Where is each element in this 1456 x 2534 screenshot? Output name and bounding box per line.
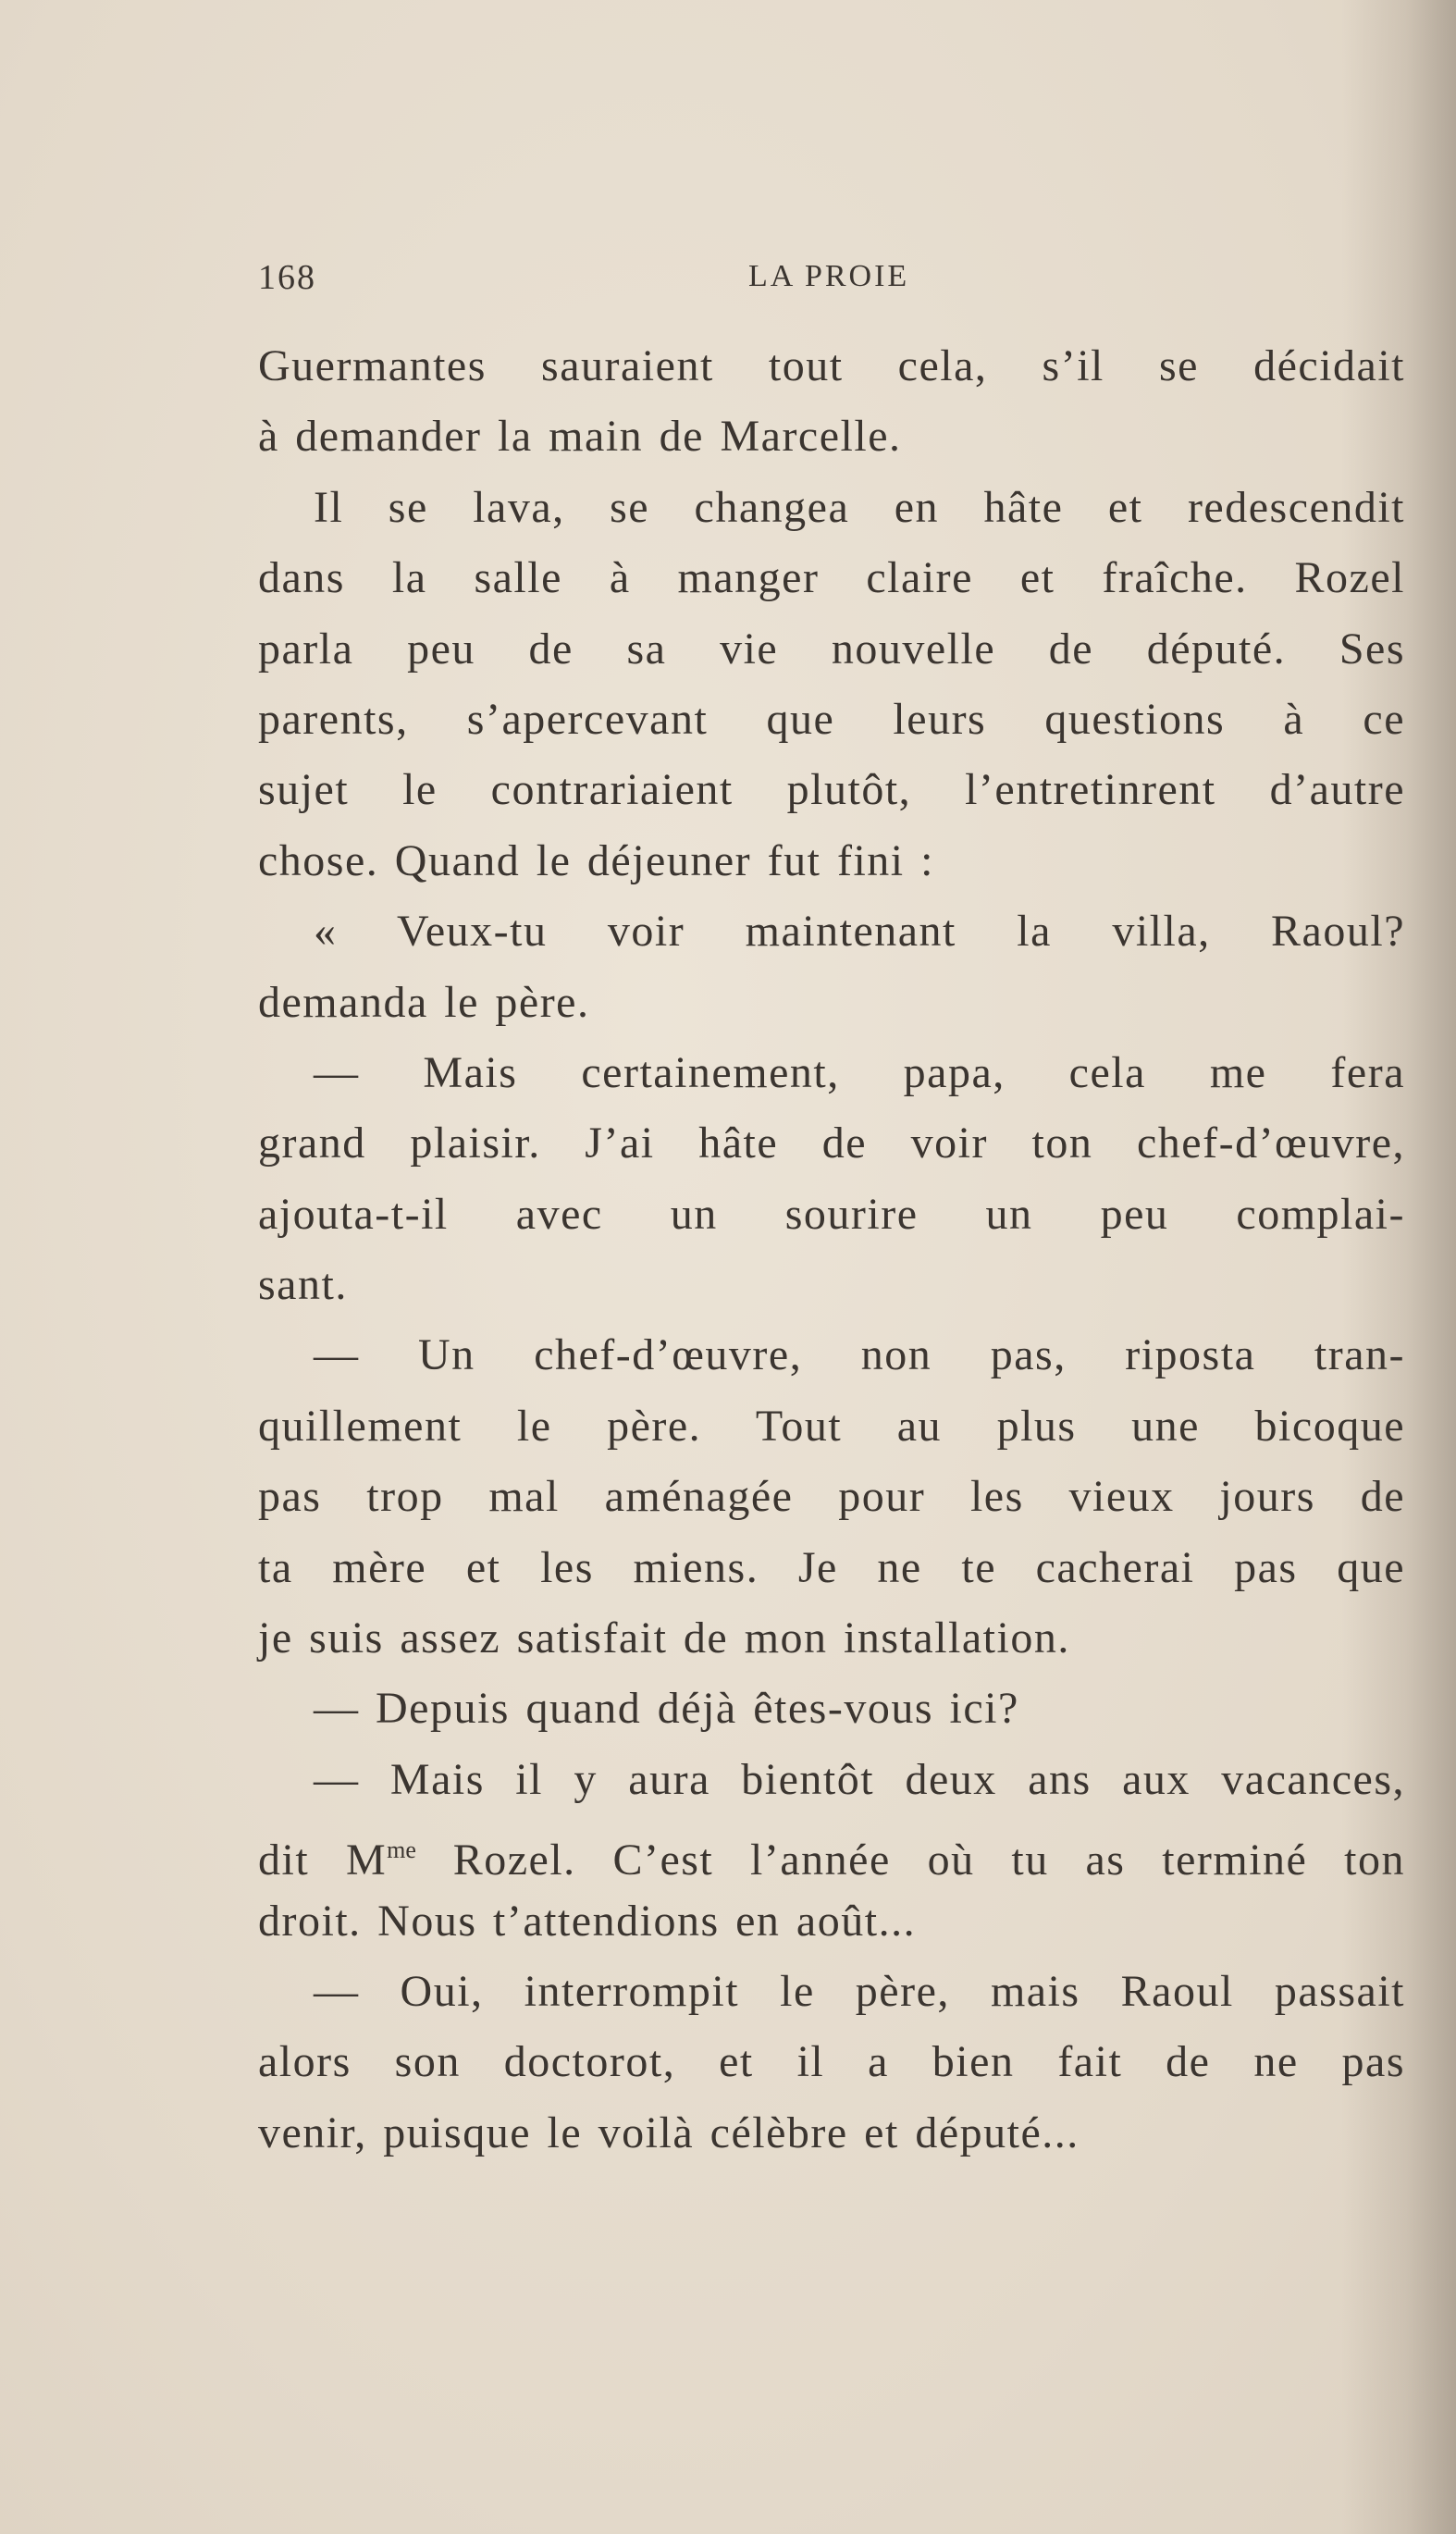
page-number: 168 xyxy=(258,258,316,297)
text-line: demanda le père. xyxy=(258,977,590,1027)
text-line-dit xyxy=(258,1815,1405,1885)
running-title: LA PROIE xyxy=(748,259,910,293)
text-line: quillement le père. Tout au plus une bicoque xyxy=(258,1401,1405,1451)
dit-superscript: me xyxy=(387,1836,416,1864)
text-line: droit. Nous t’attendions en août... xyxy=(258,1896,917,1946)
text-line: sujet le contrariaient plutôt, l’entretinrent d’autre xyxy=(258,765,1405,815)
text-line: je suis assez satisfait de mon installation. xyxy=(258,1613,1070,1663)
text-line: dans la salle à manger claire et fraîche. Rozel xyxy=(258,553,1405,603)
text-line: pas trop mal aménagée pour les vieux jours de xyxy=(258,1472,1405,1522)
text-line: parla peu de sa vie nouvelle de député. Ses xyxy=(258,624,1405,674)
text-line: — Depuis quand déjà êtes-vous ici? xyxy=(314,1684,1019,1734)
dit-after: Rozel. C’est l’année où tu as terminé ton xyxy=(415,1836,1405,1885)
text-line: « Veux-tu voir maintenant la villa, Raoul? xyxy=(314,907,1405,957)
text-line: — Un chef-d’œuvre, non pas, riposta tran- xyxy=(314,1330,1405,1380)
text-line: à demander la main de Marcelle. xyxy=(258,412,902,462)
page-header xyxy=(258,257,1405,303)
body-text xyxy=(258,331,1405,2169)
text-line: parents, s’apercevant que leurs questions à ce xyxy=(258,694,1405,744)
text-line: ajouta-t-il avec un sourire un peu complai- xyxy=(258,1189,1405,1239)
dit-before: dit M xyxy=(258,1836,388,1885)
text-line: — Oui, interrompit le père, mais Raoul passait xyxy=(314,1966,1405,2016)
text-line: sant. xyxy=(258,1260,348,1310)
text-line: Guermantes sauraient tout cela, s’il se décidait xyxy=(258,341,1405,390)
text-line: — Mais il y aura bientôt deux ans aux vacances, xyxy=(314,1754,1405,1804)
text-line: alors son doctorot, et il a bien fait de ne pas xyxy=(258,2037,1405,2087)
text-line: — Mais certainement, papa, cela me fera xyxy=(314,1047,1405,1097)
text-line: chose. Quand le déjeuner fut fini : xyxy=(258,835,934,885)
text-line: ta mère et les miens. Je ne te cacherai pas que xyxy=(258,1542,1405,1592)
text-line: grand plaisir. J’ai hâte de voir ton chef-d’œuvre, xyxy=(258,1119,1405,1168)
text-line: Il se lava, se changea en hâte et redescendit xyxy=(314,482,1405,532)
text-line: venir, puisque le voilà célèbre et député... xyxy=(258,2108,1080,2157)
